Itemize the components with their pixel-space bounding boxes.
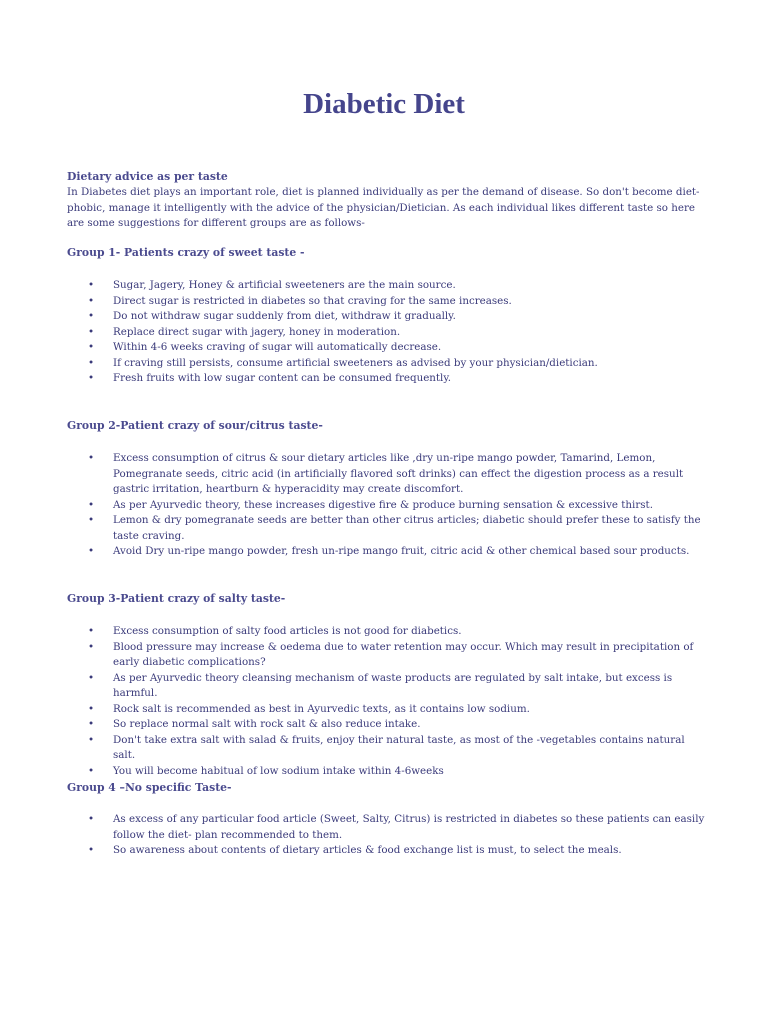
list-item: • Replace direct sugar with jagery, honey in moderation. xyxy=(67,325,707,341)
list-item: • So replace normal salt with rock salt & also reduce intake. xyxy=(67,717,707,733)
group-3-list xyxy=(67,624,707,779)
list-item: • As excess of any particular food article (Sweet, Salty, Citrus) is restricted in diabetes so these patients can easily follow the diet- plan recommended to them. xyxy=(67,812,707,843)
group-2-list xyxy=(67,451,707,560)
list-item: • Blood pressure may increase & oedema due to water retention may occur. Which may result in precipitation of early diabetic complications? xyxy=(67,640,707,671)
list-item: • Lemon & dry pomegranate seeds are better than other citrus articles; diabetic should prefer these to satisfy the taste craving. xyxy=(67,513,707,544)
list-item: • Fresh fruits with low sugar content can be consumed frequently. xyxy=(67,371,707,387)
group-4-list xyxy=(67,812,707,859)
group-4-heading: Group 4 –No specific Taste- xyxy=(67,781,232,794)
group-1-heading: Group 1- Patients crazy of sweet taste - xyxy=(67,246,305,259)
list-item: • Rock salt is recommended as best in Ayurvedic texts, as it contains low sodium. xyxy=(67,702,707,718)
list-item: • As per Ayurvedic theory, these increases digestive fire & produce burning sensation & excessive thirst. xyxy=(67,498,707,514)
group-2-heading: Group 2-Patient crazy of sour/citrus taste- xyxy=(67,419,323,432)
list-item: • Sugar, Jagery, Honey & artificial sweeteners are the main source. xyxy=(67,278,707,294)
list-item: • Do not withdraw sugar suddenly from diet, withdraw it gradually. xyxy=(67,309,707,325)
page-title: Diabetic Diet xyxy=(303,88,465,120)
intro-heading: Dietary advice as per taste xyxy=(67,170,228,183)
list-item: • Avoid Dry un-ripe mango powder, fresh un-ripe mango fruit, citric acid & other chemical based sour products. xyxy=(67,544,707,560)
list-item: • Direct sugar is restricted in diabetes so that craving for the same increases. xyxy=(67,294,707,310)
list-item: • As per Ayurvedic theory cleansing mechanism of waste products are regulated by salt intake, but excess is harmful. xyxy=(67,671,707,702)
list-item: • Within 4-6 weeks craving of sugar will automatically decrease. xyxy=(67,340,707,356)
list-item: • Don't take extra salt with salad & fruits, enjoy their natural taste, as most of the -vegetables contains natural salt. xyxy=(67,733,707,764)
list-item: • Excess consumption of salty food articles is not good for diabetics. xyxy=(67,624,707,640)
list-item: • So awareness about contents of dietary articles & food exchange list is must, to select the meals. xyxy=(67,843,707,859)
intro-paragraph: In Diabetes diet plays an important role, diet is planned individually as per the demand of disease. So don't become diet-phobic, manage it intelligently with the advice of the physician/Dietician. As each individual likes different taste so here are some suggestions for different groups are as follows- xyxy=(67,186,700,229)
list-item: • If craving still persists, consume artificial sweeteners as advised by your physician/dietician. xyxy=(67,356,707,372)
group-1-list xyxy=(67,278,707,387)
list-item: • You will become habitual of low sodium intake within 4-6weeks xyxy=(67,764,707,780)
group-3-heading: Group 3-Patient crazy of salty taste- xyxy=(67,592,286,605)
list-item: • Excess consumption of citrus & sour dietary articles like ,dry un-ripe mango powder, Tamarind, Lemon, Pomegranate seeds, citric acid (in artificially flavored soft drinks) can effect the digestion process as a result gastric irritation, heartburn & hyperacidity may create discomfort. xyxy=(67,451,707,498)
